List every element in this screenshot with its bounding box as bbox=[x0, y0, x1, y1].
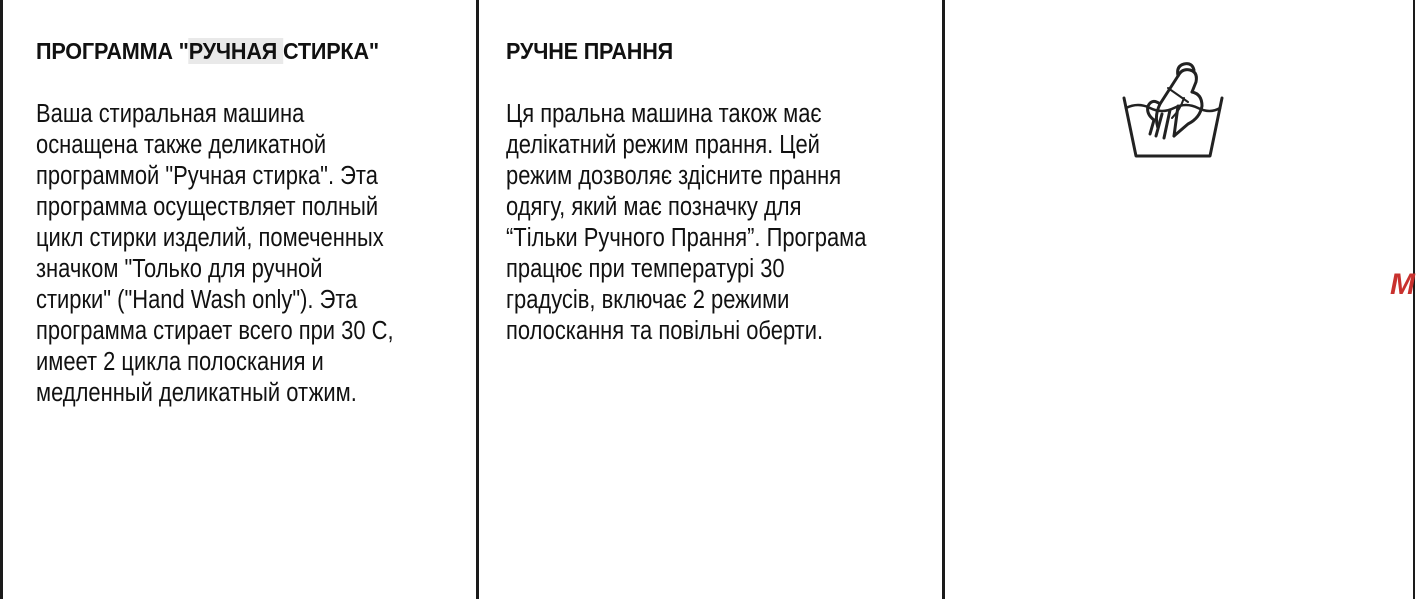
ukrainian-heading: РУЧНЕ ПРАННЯ bbox=[506, 38, 674, 64]
russian-heading-suffix: СТИРКА" bbox=[282, 38, 379, 64]
russian-heading-highlight: РУЧНАЯ bbox=[188, 38, 283, 64]
ukrainian-body-text: Ця пральна машина також має делікатний режим прання. Цей режим дозволяє здісните прання одягу, який має позначку для “Тільки Ручного Прання”. Програма працює при температурі 30 градусів, включає 2 режими полоскання та повільні оберти. bbox=[506, 100, 867, 345]
column-ukrainian bbox=[479, 0, 942, 599]
russian-heading bbox=[36, 38, 379, 65]
cropped-edge-letter: М bbox=[1390, 268, 1415, 301]
hand-wash-icon bbox=[1118, 58, 1228, 162]
column-russian bbox=[3, 0, 476, 599]
russian-heading-prefix: ПРОГРАММА " bbox=[36, 38, 189, 64]
russian-body-text: Ваша стиральная машина оснащена также деликатной программой "Ручная стирка". Эта программа осуществляет полный цикл стирки изделий, помеченных значком "Только для ручной стирки" ("Hand Wash only"). Эта программа стирает всего при 30 С, имеет 2 цикла полоскания и медленный деликатный отжим. bbox=[36, 100, 394, 407]
